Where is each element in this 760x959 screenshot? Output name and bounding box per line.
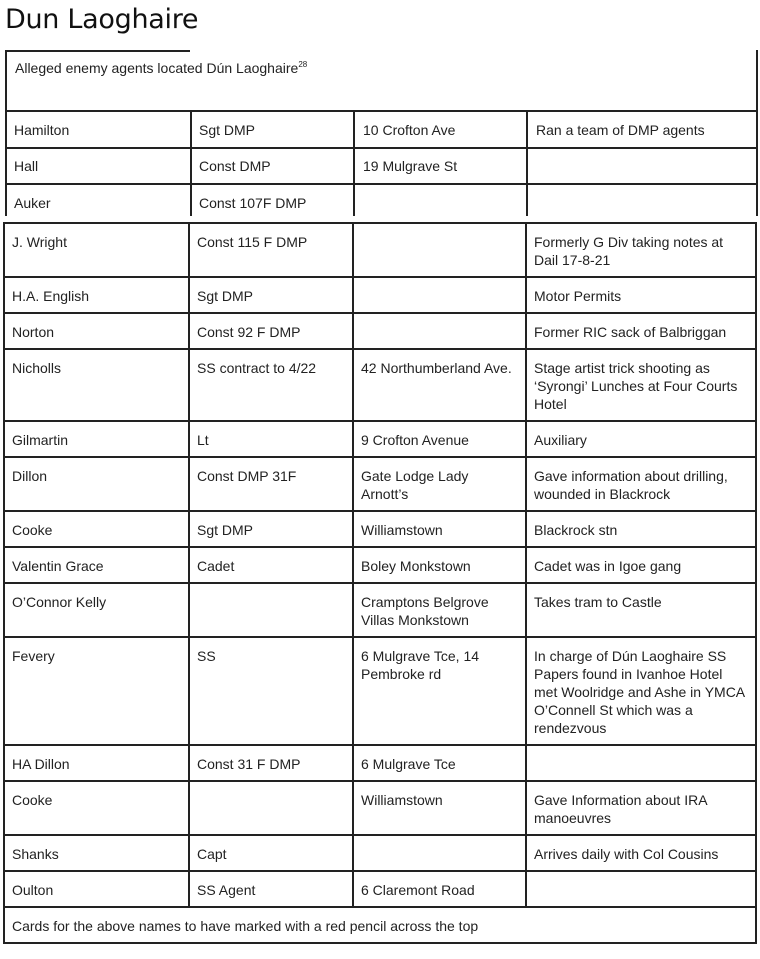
cell-notes: Gave information about drilling, wounded in Blackrock xyxy=(526,457,756,511)
cell-address: 6 Mulgrave Tce xyxy=(353,745,526,781)
cell-name: HA Dillon xyxy=(4,745,189,781)
cell-address: Gate Lodge Lady Arnott’s xyxy=(353,457,526,511)
row-divider xyxy=(5,110,758,112)
cell-rank xyxy=(189,583,353,637)
cell-name: Auker xyxy=(14,195,51,211)
cell-notes: Stage artist trick shooting as ‘Syrongi’ Lunches at Four Courts Hotel xyxy=(526,349,756,421)
cell-rank: Const 31 F DMP xyxy=(189,745,353,781)
row-divider xyxy=(5,147,758,149)
cell-rank: SS Agent xyxy=(189,871,353,907)
cell-name: Cooke xyxy=(4,511,189,547)
cell-notes: Formerly G Div taking notes at Dail 17-8-21 xyxy=(526,223,756,277)
cell-address: Williamstown xyxy=(353,511,526,547)
cell-address: 42 Northumberland Ave. xyxy=(353,349,526,421)
cell-rank: Lt xyxy=(189,421,353,457)
table-border xyxy=(756,50,758,110)
table-row xyxy=(4,277,756,313)
cell-notes: Cadet was in Igoe gang xyxy=(526,547,756,583)
cell-notes xyxy=(526,871,756,907)
cell-notes: Gave Information about IRA manoeuvres xyxy=(526,781,756,835)
table-caption xyxy=(15,60,307,76)
cell-address: 6 Claremont Road xyxy=(353,871,526,907)
cell-address xyxy=(353,277,526,313)
row-divider xyxy=(5,183,758,185)
cell-name: Cooke xyxy=(4,781,189,835)
cell-address xyxy=(353,313,526,349)
table-row xyxy=(4,781,756,835)
cell-rank: Const 107F DMP xyxy=(199,195,307,211)
table-footer-row xyxy=(4,907,756,943)
cell-rank xyxy=(189,781,353,835)
cell-notes: Takes tram to Castle xyxy=(526,583,756,637)
table-row xyxy=(4,835,756,871)
cell-name: Oulton xyxy=(4,871,189,907)
table-row xyxy=(4,313,756,349)
cell-rank: Sgt DMP xyxy=(189,511,353,547)
table-row xyxy=(4,547,756,583)
agents-table xyxy=(3,222,757,944)
cell-name: O’Connor Kelly xyxy=(4,583,189,637)
cell-address: Cramptons Belgrove Villas Monkstown xyxy=(353,583,526,637)
caption-text: Alleged enemy agents located Dún Laoghaire xyxy=(15,60,299,76)
table-row xyxy=(4,583,756,637)
table-row xyxy=(4,511,756,547)
cell-rank: Sgt DMP xyxy=(189,277,353,313)
cell-address: 10 Crofton Ave xyxy=(363,122,456,138)
cell-notes: Ran a team of DMP agents xyxy=(536,122,705,138)
cell-name: H.A. English xyxy=(4,277,189,313)
cell-rank: Sgt DMP xyxy=(199,122,256,138)
cell-name: Dillon xyxy=(4,457,189,511)
cell-rank: Const 115 F DMP xyxy=(189,223,353,277)
cell-name: Hamilton xyxy=(14,122,70,138)
table-row xyxy=(4,421,756,457)
cell-name: Nicholls xyxy=(4,349,189,421)
cell-name: Hall xyxy=(14,158,39,174)
cell-rank: Const DMP 31F xyxy=(189,457,353,511)
page-title: Dun Laoghaire xyxy=(5,4,199,35)
column-divider xyxy=(526,110,528,216)
cell-notes: In charge of Dún Laoghaire SS Papers found in Ivanhoe Hotel met Woolridge and Ashe in YMCA O’Connell St which was a rendezvous xyxy=(526,637,756,745)
top-table xyxy=(5,50,758,216)
footnote-marker: 28 xyxy=(298,60,308,69)
cell-rank: Cadet xyxy=(189,547,353,583)
column-divider xyxy=(353,110,355,216)
footer-note: Cards for the above names to have marked with a red pencil across the top xyxy=(4,907,756,943)
cell-notes: Arrives daily with Col Cousins xyxy=(526,835,756,871)
cell-address xyxy=(353,835,526,871)
table-row xyxy=(4,871,756,907)
cell-address: Williamstown xyxy=(353,781,526,835)
cell-address: 9 Crofton Avenue xyxy=(353,421,526,457)
cell-address: Boley Monkstown xyxy=(353,547,526,583)
cell-rank: Const 92 F DMP xyxy=(189,313,353,349)
cell-notes: Auxiliary xyxy=(526,421,756,457)
cell-rank: Const DMP xyxy=(199,158,271,174)
cell-address: 19 Mulgrave St xyxy=(363,158,458,174)
cell-rank: SS xyxy=(189,637,353,745)
cell-address: 6 Mulgrave Tce, 14 Pembroke rd xyxy=(353,637,526,745)
cell-rank: Capt xyxy=(189,835,353,871)
column-divider xyxy=(190,110,192,216)
cell-rank: SS contract to 4/22 xyxy=(189,349,353,421)
cell-notes: Former RIC sack of Balbriggan xyxy=(526,313,756,349)
cell-name: Shanks xyxy=(4,835,189,871)
cell-name: Gilmartin xyxy=(4,421,189,457)
cell-name: Fevery xyxy=(4,637,189,745)
table-border xyxy=(5,50,7,216)
column-divider xyxy=(756,110,758,216)
table-row xyxy=(4,745,756,781)
cell-address xyxy=(353,223,526,277)
cell-name: Valentin Grace xyxy=(4,547,189,583)
cell-notes: Blackrock stn xyxy=(526,511,756,547)
table-row xyxy=(4,457,756,511)
cell-notes xyxy=(526,745,756,781)
cell-name: J. Wright xyxy=(4,223,189,277)
table-row xyxy=(4,349,756,421)
cell-name: Norton xyxy=(4,313,189,349)
table-row xyxy=(4,223,756,277)
table-row xyxy=(4,637,756,745)
cell-notes: Motor Permits xyxy=(526,277,756,313)
